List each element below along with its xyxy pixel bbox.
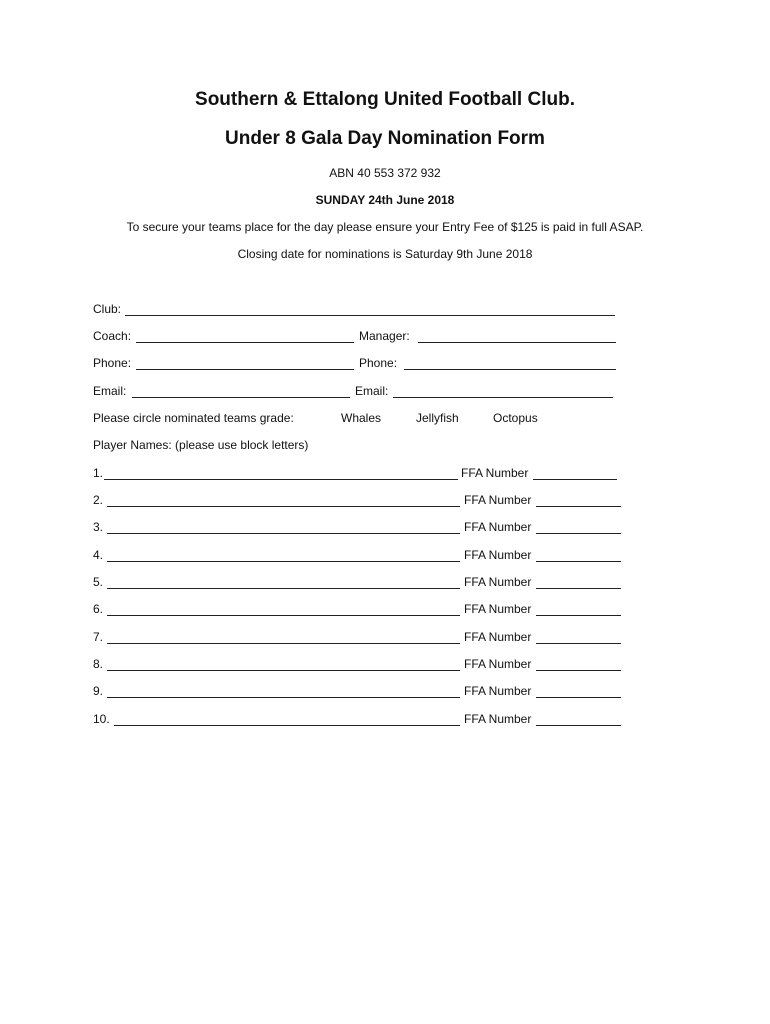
- coach-manager-row: [93, 329, 623, 347]
- phone-field-1[interactable]: [136, 358, 354, 370]
- player-row: [93, 575, 633, 593]
- ffa-number-field[interactable]: [536, 495, 621, 507]
- player-name-field[interactable]: [104, 468, 458, 480]
- player-row: [93, 466, 633, 484]
- player-row: [93, 630, 633, 648]
- player-row: [93, 657, 633, 675]
- manager-field[interactable]: [418, 331, 616, 343]
- email-field-2[interactable]: [393, 386, 613, 398]
- player-name-field[interactable]: [107, 686, 460, 698]
- email-row: [93, 384, 623, 402]
- email-label-1: Email:: [93, 384, 127, 398]
- ffa-label: FFA Number: [464, 657, 532, 671]
- ffa-number-field[interactable]: [533, 468, 617, 480]
- ffa-label: FFA Number: [464, 575, 532, 589]
- manager-label: Manager:: [359, 329, 410, 343]
- player-number: 6.: [93, 602, 104, 616]
- player-row: [93, 712, 633, 730]
- club-row: [93, 302, 623, 320]
- player-row: [93, 548, 633, 566]
- club-title: Southern & Ettalong United Football Club.: [195, 89, 575, 110]
- ffa-number-field[interactable]: [536, 686, 621, 698]
- email-label-2: Email:: [355, 384, 389, 398]
- ffa-number-field[interactable]: [536, 659, 621, 671]
- ffa-label: FFA Number: [464, 712, 532, 726]
- phone-label-1: Phone:: [93, 356, 132, 370]
- ffa-number-field[interactable]: [536, 522, 621, 534]
- player-name-field[interactable]: [114, 714, 460, 726]
- player-name-field[interactable]: [107, 495, 460, 507]
- ffa-number-field[interactable]: [536, 604, 621, 616]
- ffa-number-field[interactable]: [536, 577, 621, 589]
- abn-text: ABN 40 553 372 932: [329, 166, 441, 180]
- phone-row: [93, 356, 623, 374]
- event-date: SUNDAY 24th June 2018: [315, 193, 455, 207]
- player-number: 5.: [93, 575, 104, 589]
- ffa-label: FFA Number: [464, 630, 532, 644]
- player-number: 2.: [93, 493, 104, 507]
- coach-field[interactable]: [136, 331, 354, 343]
- email-field-1[interactable]: [132, 386, 350, 398]
- form-title: Under 8 Gala Day Nomination Form: [225, 128, 545, 149]
- ffa-label: FFA Number: [464, 602, 532, 616]
- phone-label-2: Phone:: [359, 356, 398, 370]
- ffa-number-field[interactable]: [536, 632, 621, 644]
- grade-option-jellyfish[interactable]: Jellyfish: [416, 411, 459, 425]
- ffa-number-field[interactable]: [536, 550, 621, 562]
- fee-notice: To secure your teams place for the day please ensure your Entry Fee of $125 is paid in full ASAP.: [126, 220, 644, 234]
- players-heading: Player Names: (please use block letters): [93, 438, 309, 452]
- player-row: [93, 684, 633, 702]
- player-number: 10.: [93, 712, 110, 726]
- ffa-label: FFA Number: [464, 548, 532, 562]
- ffa-number-field[interactable]: [536, 714, 621, 726]
- coach-label: Coach:: [93, 329, 132, 343]
- player-number: 4.: [93, 548, 104, 562]
- player-number: 3.: [93, 520, 104, 534]
- ffa-label: FFA Number: [464, 684, 532, 698]
- player-name-field[interactable]: [107, 659, 460, 671]
- ffa-label: FFA Number: [461, 466, 529, 480]
- club-label: Club:: [93, 302, 122, 316]
- player-number: 9.: [93, 684, 104, 698]
- club-field[interactable]: [125, 304, 615, 316]
- player-name-field[interactable]: [107, 632, 460, 644]
- player-name-field[interactable]: [107, 577, 460, 589]
- phone-field-2[interactable]: [404, 358, 616, 370]
- ffa-label: FFA Number: [464, 520, 532, 534]
- player-name-field[interactable]: [107, 604, 460, 616]
- player-number: 1.: [93, 466, 104, 480]
- closing-notice: Closing date for nominations is Saturday 9th June 2018: [237, 247, 533, 261]
- grade-option-whales[interactable]: Whales: [341, 411, 382, 425]
- player-name-field[interactable]: [107, 550, 460, 562]
- player-number: 7.: [93, 630, 104, 644]
- player-row: [93, 602, 633, 620]
- player-name-field[interactable]: [107, 522, 460, 534]
- grade-option-octopus[interactable]: Octopus: [493, 411, 538, 425]
- player-number: 8.: [93, 657, 104, 671]
- player-row: [93, 493, 633, 511]
- ffa-label: FFA Number: [464, 493, 532, 507]
- grade-prompt: Please circle nominated teams grade:: [93, 411, 294, 425]
- player-row: [93, 520, 633, 538]
- grade-row: [93, 411, 623, 429]
